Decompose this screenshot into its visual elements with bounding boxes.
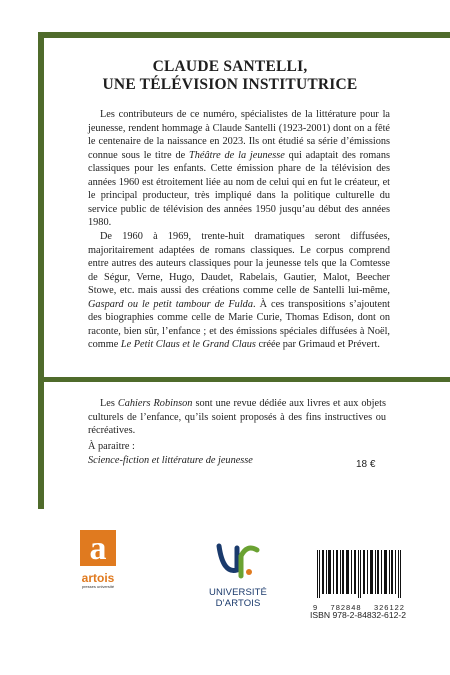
blurb-text-a: Les xyxy=(100,398,118,409)
para1-text-a: Les contributeurs de ce numéro, spécialistes de la littérature pour la jeunesse, rendent hommage à Claude Santelli (1923-2001) dont on a fêté le centenaire de la naissance en 2023. Ils ont étudié sa série d’émissions connue sous le titre de xyxy=(88,109,390,161)
blurb-text-c: sont une revue dédiée aux livres et aux objets culturels de l’enfance, qu’ils soient proposés à des fins instructives ou récréatives. xyxy=(88,398,386,436)
para1-text-c: qui adaptait des romans classiques pour les enfants. Cette émission phare de la télévision des années 1960 est étroitement liée au nom de celui qui en fut le créateur, et le principal producteur, très impliqué dans la politique culturelle du service public de télévision des années 1950 jusqu’au début des années 1980. xyxy=(88,149,390,228)
title-line-2: UNE TÉLÉVISION INSTITUTRICE xyxy=(102,76,358,93)
isbn-label: ISBN 978-2-84832-612-2 xyxy=(310,610,407,620)
barcode-digits-right: 326122 xyxy=(373,603,405,612)
frame-top-bar xyxy=(38,32,450,38)
para1-italic-title: Théâtre de la jeunesse xyxy=(189,149,285,161)
book-title xyxy=(60,58,400,94)
price-label: 18 € xyxy=(356,459,376,470)
para2-text-a: De 1960 à 1969, trente-huit dramatiques seront diffusées, majoritairement adaptées de romans classiques. Le corpus comprend entre autres des auteurs classiques pour la jeunesse tels que la Comtesse de Ségur, Verne, Hugo, Daudet, Rabelais, Gautier, Malot, Beecher Stowe, etc. mais aussi des créations comme celle de Santelli lui-même, xyxy=(88,231,390,296)
frame-lower-left-bar xyxy=(38,377,44,509)
summary-paragraph-2 xyxy=(88,230,390,352)
forthcoming-block xyxy=(88,440,386,467)
artois-press-logo xyxy=(80,530,116,589)
artois-a-icon xyxy=(80,530,116,566)
frame-left-bar xyxy=(38,32,44,382)
title-line-1: CLAUDE SANTELLI, xyxy=(152,58,308,75)
forthcoming-label: À paraitre : xyxy=(88,441,135,452)
barcode-digit-first: 9 xyxy=(313,603,319,612)
artois-letter: a xyxy=(89,530,107,566)
blurb-italic-series: Cahiers Robinson xyxy=(117,398,193,409)
para2-italic-gaspard: Gaspard ou le petit tambour de Fulda xyxy=(88,298,253,310)
barcode-bars-icon xyxy=(313,550,405,598)
barcode xyxy=(313,550,405,612)
para2-italic-claus: Le Petit Claus et le Grand Claus xyxy=(120,339,256,350)
para2-text-e: créée par Grimaud et Prévert. xyxy=(255,339,380,350)
barcode-digits-left: 782848 xyxy=(330,603,362,612)
para2-text-c: . À ces transpositions s’ajoutent des biographies comme celle de Marie Curie, Thomas Edison, dont on raconte, bien sûr, l’enfance ; et des émissions spéciales diffusées à Noël, comme xyxy=(88,298,390,350)
frame-bottom-bar xyxy=(38,377,450,382)
summary-paragraph-1 xyxy=(88,108,390,230)
forthcoming-title: Science-fiction et littérature de jeunesse xyxy=(88,454,253,466)
universite-mark-icon xyxy=(213,540,263,580)
artois-subtitle: presses université xyxy=(81,584,115,589)
artois-name: artois xyxy=(81,571,115,585)
universite-artois-logo xyxy=(188,540,288,609)
university-name: UNIVERSITÉ D’ARTOIS xyxy=(208,587,267,609)
series-blurb xyxy=(88,397,386,438)
